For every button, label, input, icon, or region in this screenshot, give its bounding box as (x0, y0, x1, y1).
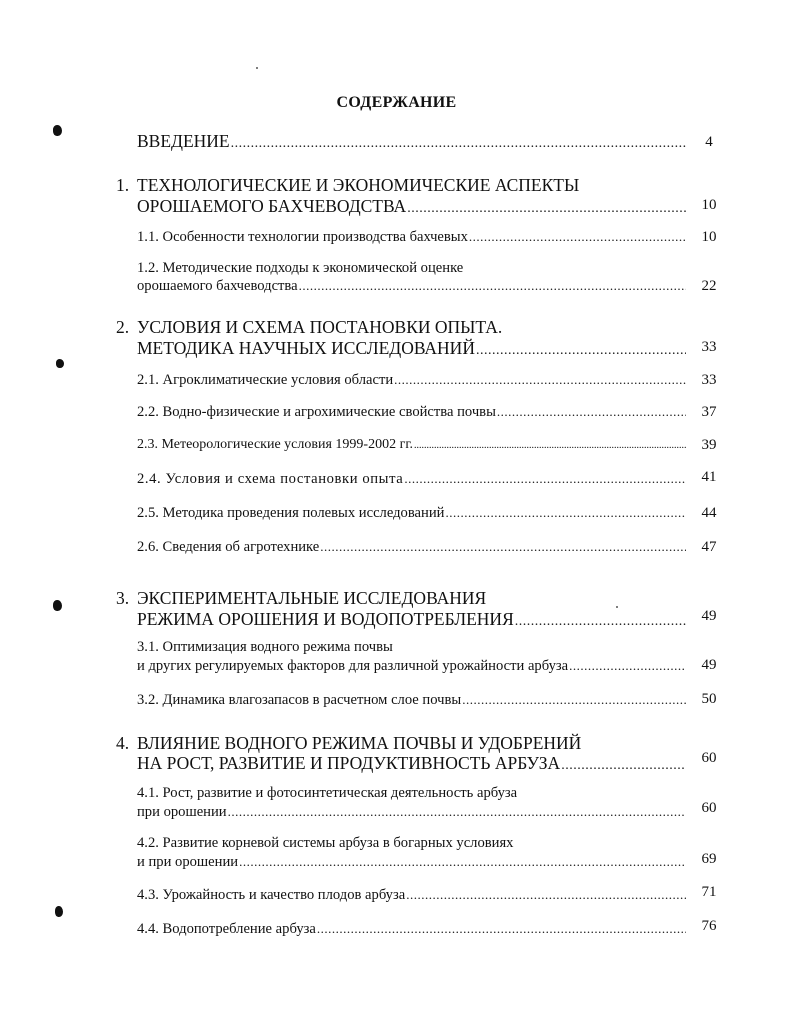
dot-leader (476, 343, 686, 359)
dot-leader (445, 505, 686, 521)
chapter-number: 1. (116, 175, 130, 195)
toc-entry-text-line1: 1.2. Методические подходы к экономической оценке (137, 260, 464, 276)
toc-page-number: 60 (701, 750, 717, 766)
toc-page-number: 4 (705, 134, 713, 150)
dot-leader (228, 804, 686, 820)
toc-entry-text-line1: 3.1. Оптимизация водного режима почвы (137, 639, 393, 655)
toc-page-number: 22 (701, 278, 717, 294)
dot-leader (462, 692, 686, 708)
dot-leader (239, 854, 686, 870)
toc-entry-text-line2: НА РОСТ, РАЗВИТИЕ И ПРОДУКТИВНОСТЬ АРБУЗА (137, 753, 561, 773)
dot-leader (317, 921, 686, 937)
toc-page-number: 71 (701, 884, 717, 900)
dot-leader (515, 614, 686, 630)
dot-leader (469, 229, 686, 245)
toc-entry-text-line2: и при орошении (137, 854, 239, 870)
toc-page-number: 50 (701, 691, 717, 707)
binder-hole-mark (56, 359, 64, 368)
dot-leader (407, 201, 686, 217)
toc-entry-text-line1: ТЕХНОЛОГИЧЕСКИЕ И ЭКОНОМИЧЕСКИЕ АСПЕКТЫ (137, 175, 580, 195)
dot-leader (231, 136, 686, 152)
toc-page-number: 33 (701, 372, 717, 388)
toc-entry-text: ВВЕДЕНИЕ (137, 131, 230, 151)
toc-page-number: 49 (701, 608, 717, 624)
toc-entry-text: 2.5. Методика проведения полевых исследований (137, 505, 445, 521)
dot-leader (569, 658, 686, 674)
dot-leader (414, 440, 686, 451)
toc-entry-text: 2.4. Условия и схема постановки опыта (137, 471, 404, 487)
scan-speck (256, 67, 258, 69)
dot-leader (394, 372, 686, 388)
toc-page-number: 60 (701, 800, 717, 816)
toc-entry-text-line2: при орошении (137, 804, 227, 820)
toc-entry-text: 2.6. Сведения об агротехнике (137, 539, 320, 555)
toc-page-number: 49 (701, 657, 717, 673)
dot-leader (320, 539, 686, 555)
toc-entry-text: 4.3. Урожайность и качество плодов арбуза (137, 887, 406, 903)
scan-speck (616, 606, 618, 608)
binder-hole-mark (53, 125, 62, 136)
dot-leader (561, 758, 686, 774)
toc-entry-text-line2: РЕЖИМА ОРОШЕНИЯ И ВОДОПОТРЕБЛЕНИЯ (137, 609, 514, 629)
toc-entry-text-line2: ОРОШАЕМОГО БАХЧЕВОДСТВА (137, 196, 407, 216)
toc-entry-text-line1: ЭКСПЕРИМЕНТАЛЬНЫЕ ИССЛЕДОВАНИЯ (137, 588, 487, 608)
dot-leader (404, 471, 686, 487)
chapter-number: 2. (116, 317, 130, 337)
toc-entry-text-line1: 4.1. Рост, развитие и фотосинтетическая деятельность арбуза (137, 785, 518, 801)
toc-page-number: 76 (701, 918, 717, 934)
binder-hole-mark (55, 906, 63, 917)
binder-hole-mark (53, 600, 62, 611)
toc-entry-text: 1.1. Особенности технологии производства бахчевых (137, 229, 468, 245)
toc-entry-text: 2.1. Агроклиматические условия области (137, 372, 394, 388)
toc-page-number: 10 (701, 229, 717, 245)
toc-entry-text-line1: 4.2. Развитие корневой системы арбуза в богарных условиях (137, 835, 514, 851)
dot-leader (299, 278, 686, 294)
toc-page-number: 69 (701, 851, 717, 867)
dot-leader (497, 404, 686, 420)
toc-page-number: 10 (701, 197, 717, 213)
toc-entry-text-line2: и других регулируемых факторов для различной урожайности арбуза (137, 658, 569, 674)
contents-title: СОДЕРЖАНИЕ (336, 94, 457, 111)
toc-page-number: 47 (701, 539, 717, 555)
chapter-number: 3. (116, 588, 130, 608)
toc-page-number: 33 (701, 339, 717, 355)
toc-page-number: 39 (701, 437, 717, 453)
toc-entry-text: 4.4. Водопотребление арбуза (137, 921, 316, 937)
toc-page-number: 44 (701, 505, 717, 521)
toc-page-number: 37 (701, 404, 717, 420)
dot-leader (406, 887, 686, 903)
toc-entry-text-line2: МЕТОДИКА НАУЧНЫХ ИССЛЕДОВАНИЙ (137, 338, 475, 358)
toc-entry-text-line2: орошаемого бахчеводства (137, 278, 298, 294)
chapter-number: 4. (116, 733, 130, 753)
toc-page-number: 41 (701, 469, 717, 485)
toc-entry-text: 2.2. Водно-физические и агрохимические свойства почвы (137, 404, 496, 420)
toc-entry-text-line1: ВЛИЯНИЕ ВОДНОГО РЕЖИМА ПОЧВЫ И УДОБРЕНИЙ (137, 733, 582, 753)
toc-entry-text-line1: УСЛОВИЯ И СХЕМА ПОСТАНОВКИ ОПЫТА. (137, 317, 503, 337)
toc-entry-text: 3.2. Динамика влагозапасов в расчетном слое почвы (137, 692, 462, 708)
toc-entry-text: 2.3. Метеорологические условия 1999-2002 гг. (137, 437, 413, 452)
